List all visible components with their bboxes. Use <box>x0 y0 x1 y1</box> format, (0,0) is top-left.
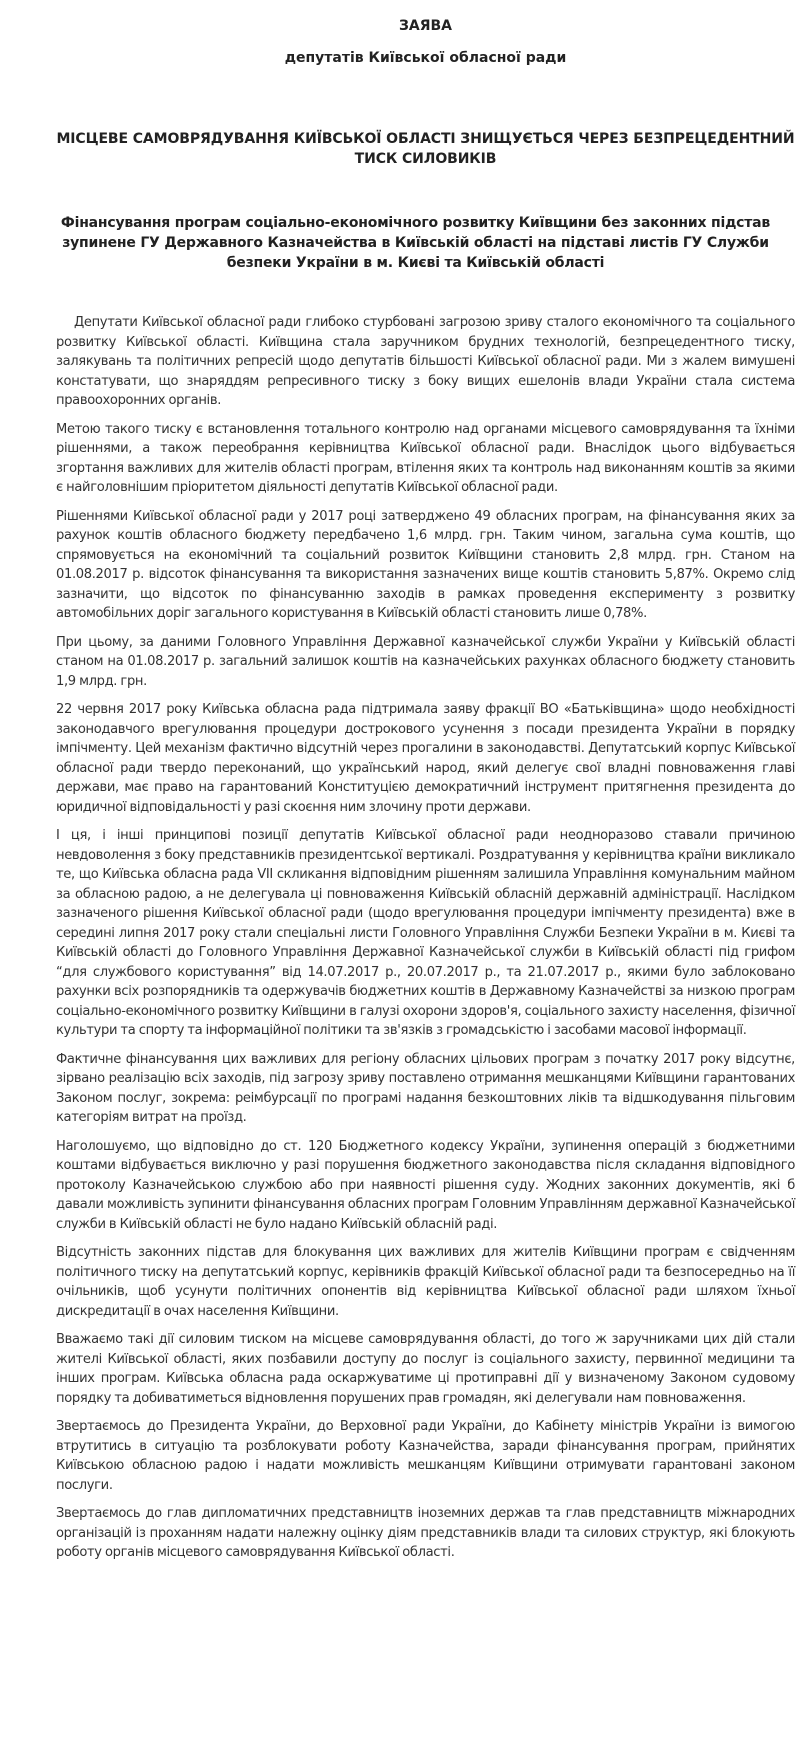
paragraph: Депутати Київської обласної ради глибоко стурбовані загрозою зриву сталого економічного та соціального розвитку Київської області. Київщина стала заручником брудних технологій, безпрецедентного тиску, залякувань та політичних репресій щодо депутатів більшості Київської обласної ради. Ми з жалем вимушені констатувати, що знаряддям репресивного тиску з боку вищих ешелонів влади України стала система правоохоронних органів. <box>56 315 795 408</box>
document-headline: МІСЦЕВЕ САМОВРЯДУВАННЯ КИЇВСЬКОЇ ОБЛАСТІ ЗНИЩУЄТЬСЯ ЧЕРЕЗ БЕЗПРЕЦЕДЕНТНИЙ ТИСК СИЛОВИКІВ <box>56 131 795 167</box>
paragraph: Фактичне фінансування цих важливих для регіону обласних цільових програм з початку 2017 року відсутнє, зірвано реалізацію всіх заходів, під загрозу зриву поставлено отримання мешканцями Київщини гарантованих Законом послуг, зокрема: реімбурсації по програмі надання безкоштовних ліків та відшкодування пільговим категоріям витрат на проїзд. <box>56 1051 795 1125</box>
paragraph: Рішеннями Київської обласної ради у 2017 році затверджено 49 обласних програм, на фінансування яких за рахунок коштів обласного бюджету передбачено 1,6 млрд. грн. Таким чином, загальна сума коштів, що спрямовується на економічний та соціальний розвиток Київщини становить 2,8 млрд. грн. Станом на 01.08.2017 р. відсоток фінансування та використання зазначених вище коштів становить 5,87%. Окремо слід зазначити, що відсоток по фінансуванню заходів в рамках проведення експерименту з розвитку автомобільних доріг загального користування в Київській області становить лише 0,78%. <box>56 508 795 621</box>
paragraph: Відсутність законних підстав для блокування цих важливих для жителів Київщини програм є свідченням політичного тиску на депутатський корпус, керівників фракцій Київської обласної ради та безпосередньо на її очільників, щоб усунути політичних опонентів від керівництва Київської обласної ради шляхом їхньої дискредитації в очах населення Київщини. <box>56 1245 795 1319</box>
paragraph: 22 червня 2017 року Київська обласна рада підтримала заяву фракції ВО «Батьківщина» щодо необхідності законодавчого врегулювання процедури дострокового усунення з посади президента України в порядку імпічменту. Цей механізм фактично відсутній через прогалини в законодавстві. Депутатський корпус Київської обласної ради твердо переконаний, що український народ, який делегує свої владні повноваження главі держави, має право на гарантований Конституцією демократичний інструмент притягнення президента до юридичної відповідальності у разі скоєння ним злочину проти держави. <box>56 702 795 815</box>
paragraph: Звертаємось до глав дипломатичних представництв іноземних держав та глав представництв міжнародних організацій із проханням надати належну оцінку діям представників влади та силових структур, які блокують роботу органів місцевого самоврядування Київської області. <box>56 1506 795 1560</box>
paragraph: Метою такого тиску є встановлення тотального контролю над органами місцевого самоврядування та їхніми рішеннями, а також переобрання керівництва Київської обласної ради. Внаслідок цього відбувається згортання важливих для жителів області програм, втілення яких та контроль над виконанням коштів за якими є найголовнішим пріоритетом діяльності депутатів Київської обласної ради. <box>56 421 795 495</box>
document-subtitle: депутатів Київської обласної ради <box>284 50 567 66</box>
document-body <box>56 313 795 1563</box>
document-subheadline: Фінансування програм соціально-економічного розвитку Київщини без законних підстав зупинене ГУ Державного Казначейства в Київській області на підставі листів ГУ Служби безпеки України в м. Києві та Київській області <box>60 215 771 271</box>
paragraph: Вважаємо такі дії силовим тиском на місцеве самоврядування області, до того ж заручниками цих дій стали жителі Київської області, яких позбавили доступу до послуг із соціального захисту, первинної медицини та інших програм. Київська обласна рада оскаржуватиме ці протиправні дії у визначеному Законом судовому порядку та добиватиметься відновлення порушених прав громадян, які делегували нам повноваження. <box>56 1332 795 1406</box>
paragraph: При цьому, за даними Головного Управління Державної казначейської служби України у Київській області станом на 01.08.2017 р. загальний залишок коштів на казначейських рахунках обласного бюджету становить 1,9 млрд. грн. <box>56 634 795 689</box>
document-title: ЗАЯВА <box>398 18 453 34</box>
paragraph: Звертаємось до Президента України, до Верховної ради України, до Кабінету міністрів України із вимогою втрутитись в ситуацію та розблокувати роботу Казначейства, заради фінансування програм, прийнятих Київською обласною радою і надати можливість мешканцям Київщини отримувати гарантовані законом послуги. <box>56 1419 795 1493</box>
paragraph: Наголошуємо, що відповідно до ст. 120 Бюджетного кодексу України, зупинення операцій з бюджетними коштами відбувається виключно у разі порушення бюджетного законодавства після складання відповідного протоколу Казначейською службою або при наявності рішення суду. Жодних законних документів, які б давали можливість зупинити фінансування обласних програм Головним Управлінням державної Казначейської служби в Київській області не було надано Київській обласній раді. <box>56 1138 795 1232</box>
paragraph: І ця, і інші принципові позиції депутатів Київської обласної ради неодноразово ставали причиною невдоволення з боку представників президентської вертикалі. Роздратування у керівництва країни викликало те, що Київська обласна рада VII скликання відповідним рішенням залишила Управління комунальним майном за обласною радою, а не делегувала ці повноваження Київській обласній державній адміністрації. Наслідком зазначеного рішення Київської обласної ради (щодо врегулювання процедури імпічменту президента) вже в середині липня 2017 року стали спеціальні листи Головного Управління Служби Безпеки України в м. Києві та Київській області до Головного Управління Державної Казначейської служби в Київській області під грифом “для службового користування” від 14.07.2017 р., 20.07.2017 р., та 21.07.2017 р., якими було заблоковано рахунки всіх розпорядників та одержувачів бюджетних коштів в Державному Казначействі за низкою програм соціально-економічного розвитку Київщини в галузі охорони здоров'я, соціального захисту населення, фізичної культури та спорту та інформаційної політики та зв'язків з громадськістю і засобами масової інформації. <box>56 828 795 1038</box>
